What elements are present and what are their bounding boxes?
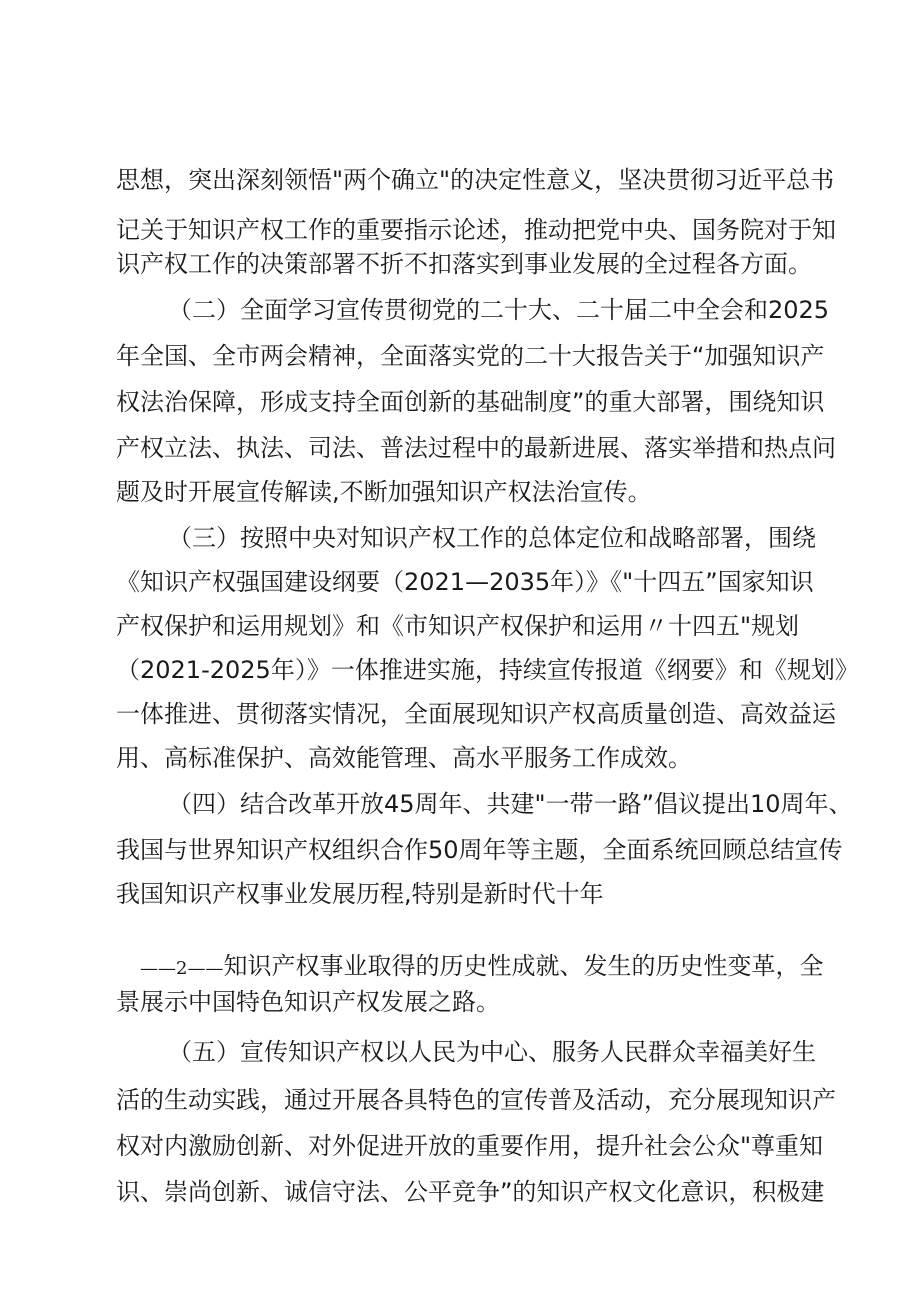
body-text-segment: 知识产权事业取得的历史性成就、发生的历史性变革，全 [223,952,824,980]
body-text-line: 记关于知识产权工作的重要指示论述，推动把党中央、国务院对于知 [116,216,836,244]
body-text-line: 权对内激励创新、对外促进开放的重要作用，提升社会公众"尊重知 [116,1132,824,1160]
body-text-line: 产权立法、执法、司法、普法过程中的最新进展、落实举措和热点问 [116,434,836,462]
body-text-line: 景展示中国特色知识产权发展之路。 [116,988,500,1016]
body-text-line: 我国知识产权事业发展历程,特别是新时代十年 [116,880,604,908]
paragraph-3-start: （三）按照中央对知识产权工作的总体定位和战略部署，围绕 [168,524,816,552]
body-text-line: 题及时开展宣传解读,不断加强知识产权法治宣传。 [116,478,652,506]
body-text-line: 活的生动实践，通过开展各具特色的宣传普及活动，充分展现知识产 [116,1086,836,1114]
paragraph-2-start: （二）全面学习宣传贯彻党的二十大、二十届二中全会和2025 [168,296,830,324]
body-text-line: 识、崇尚创新、诚信守法、公平竞争”的知识产权文化意识，积极建 [116,1178,825,1206]
body-text-line: （2021-2025年）》一体推进实施，持续宣传报道《纲要》和《规划》 [116,656,859,684]
body-text-line: 思想，突出深刻领悟"两个确立"的决定性意义，坚决贯彻习近平总书 [116,166,835,194]
body-text-line: 权法治保障，形成支持全面创新的基础制度”的重大部署，围绕知识 [116,388,825,416]
page-break-line [140,946,823,986]
body-text-line: 一体推进、贯彻落实情况，全面展现知识产权高质量创造、高效益运 [116,700,836,728]
body-text-line: 年全国、全市两会精神，全面落实党的二十大报告关于“加强知识产 [116,342,825,370]
body-text-line: 产权保护和运用规划》和《市知识产权保护和运用〃十四五"规划 [116,612,800,640]
body-text-line: 用、高标准保护、高效能管理、高水平服务工作成效。 [116,744,692,772]
body-text-line: 识产权工作的决策部署不折不扣落实到事业发展的全过程各方面。 [116,250,812,278]
paragraph-5-start: （五）宣传知识产权以人民为中心、服务人民群众幸福美好生 [168,1038,816,1066]
page-number-marker: ——2—— [140,958,224,979]
body-text-line: 我国与世界知识产权组织合作50周年等主题，全面系统回顾总结宣传 [116,836,843,864]
body-text-line: 《知识产权强国建设纲要（2021—2035年）》《"十四五”国家知识 [116,568,814,596]
paragraph-4-start: （四）结合改革开放45周年、共建"一带一路”倡议提出10周年、 [168,790,853,818]
